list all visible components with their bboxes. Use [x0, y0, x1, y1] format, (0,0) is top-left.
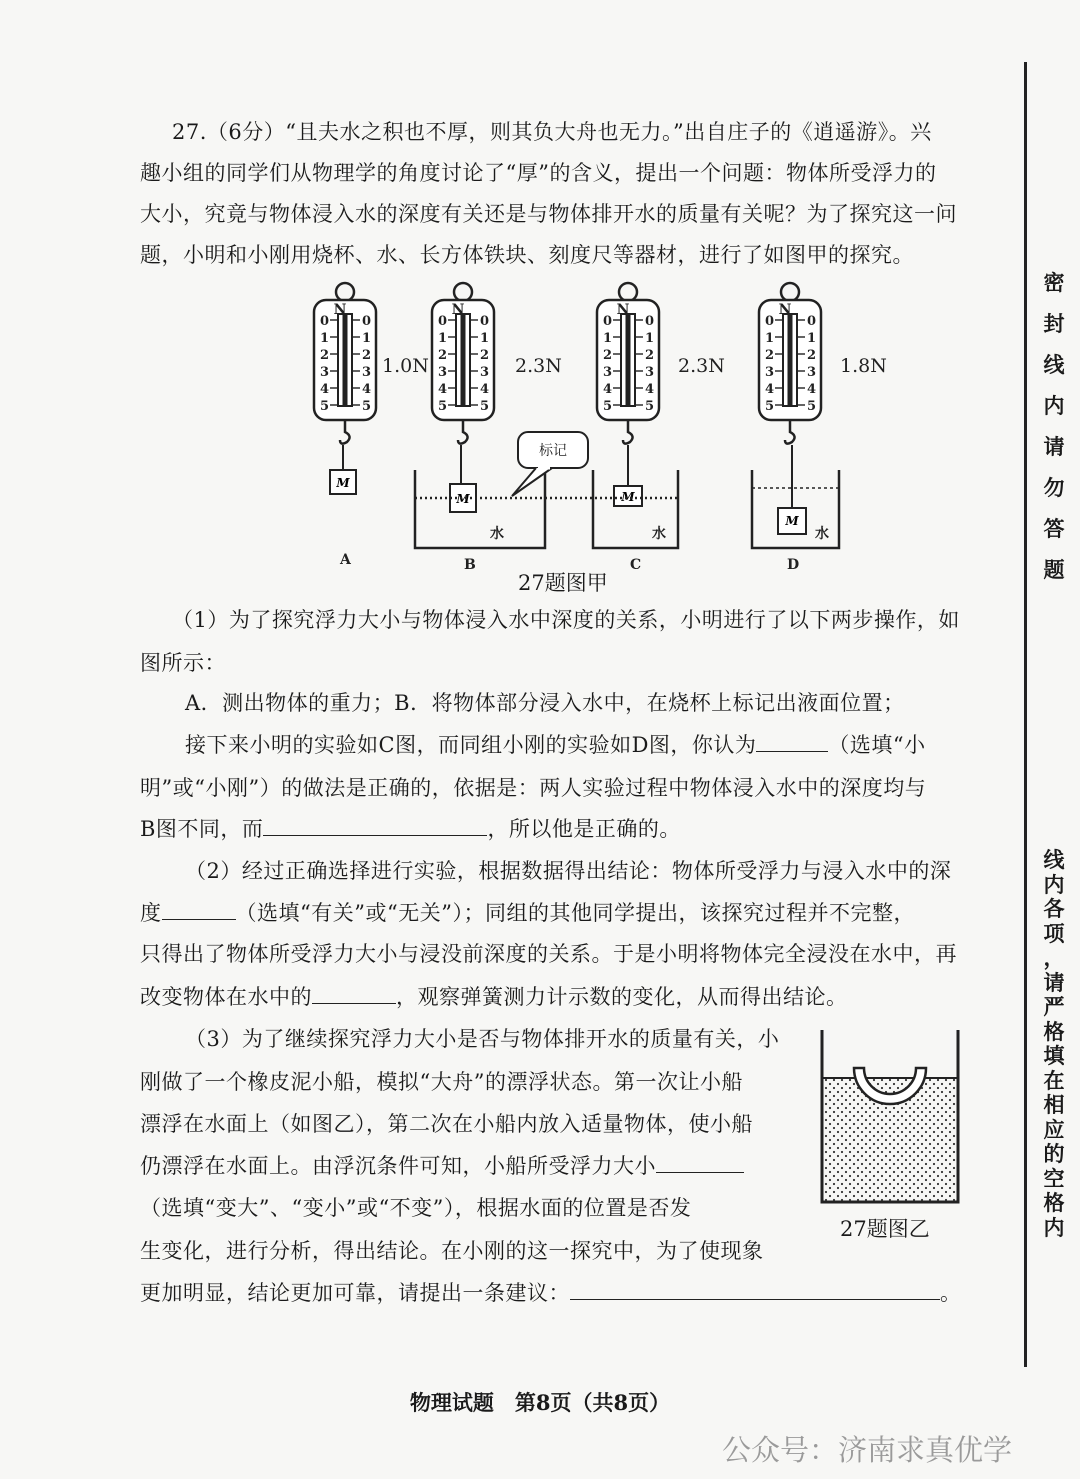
scale-a-num-r: 0	[362, 314, 372, 329]
part1-line-4b: （选填“小	[828, 733, 926, 757]
scale-b-num-r: 2	[480, 348, 490, 363]
scale-c-num: 2	[603, 348, 613, 363]
answer-blank-1[interactable]	[756, 733, 828, 752]
scale-d-num: 3	[765, 365, 775, 380]
reading-b: 2.3N	[515, 355, 562, 377]
scale-b-num: 4	[438, 382, 448, 397]
scale-a-num-r: 4	[362, 382, 372, 397]
scale-a-num: 5	[320, 399, 330, 414]
part2-line-4b: ，观察弹簧测力计示数的变化，从而得出结论。	[396, 985, 848, 1009]
side-char: 封	[1043, 311, 1065, 336]
scale-a-num-r: 1	[362, 331, 372, 346]
part1-line-6a: B图不同，而	[140, 817, 264, 841]
part3-line-4-text: 仍漂浮在水面上。由浮沉条件可知，小船所受浮力大小	[140, 1154, 656, 1178]
scale-b-num: 1	[438, 331, 448, 346]
side-char: 严	[1043, 994, 1065, 1019]
scale-b-num: 3	[438, 365, 448, 380]
reading-d: 1.8N	[840, 355, 887, 377]
scale-b-num: 5	[438, 399, 448, 414]
scale-d-num-r: 4	[807, 382, 817, 397]
scale-b-num: 0	[438, 314, 448, 329]
scale-c-num-r: 5	[645, 399, 655, 414]
side-char: 的	[1043, 1141, 1065, 1166]
scale-c-num-r: 3	[645, 365, 655, 380]
scale-c-top: N	[616, 302, 630, 318]
scale-b-num-r: 3	[480, 365, 490, 380]
answer-blank-5[interactable]	[656, 1154, 744, 1173]
scale-d-num-r: 2	[807, 348, 817, 363]
label-a: A	[340, 552, 351, 568]
scale-a-num: 0	[320, 314, 330, 329]
label-d: D	[787, 557, 800, 573]
scale-a-num: 1	[320, 331, 330, 346]
watermark: 公众号：济南求真优学	[722, 1433, 1013, 1467]
side-char: 格	[1043, 1018, 1065, 1044]
part3-line-5: （选填“变大”、“变小”或“不变”），根据水面的位置是否发	[140, 1196, 692, 1220]
figure-yi	[808, 1030, 968, 1210]
part1-line-2: 图所示：	[140, 651, 226, 675]
side-char: ，	[1043, 945, 1065, 970]
part1-line-5: 明”或“小刚”）的做法是正确的，依据是：两人实验过程中物体浸入水中的深度均与	[140, 776, 927, 800]
question-line-1: 27.（6分）“且夫水之积也不厚，则其负大舟也无力。”出自庄子的《逍遥游》。兴	[172, 120, 932, 144]
side-char: 格	[1043, 1190, 1065, 1215]
part3-line-1: （3）为了继续探究浮力大小是否与物体排开水的质量有关，小	[185, 1027, 780, 1051]
side-char: 项	[1043, 920, 1065, 946]
scale-d-num-r: 0	[807, 314, 817, 329]
scale-a-num: 2	[320, 348, 330, 363]
answer-blank-2[interactable]	[263, 817, 487, 836]
scale-b-num: 2	[438, 348, 448, 363]
side-char: 在	[1043, 1067, 1065, 1093]
figure-jia	[290, 280, 910, 590]
answer-blank-3[interactable]	[162, 901, 236, 920]
scale-c-num-r: 0	[645, 314, 655, 329]
scale-d-top: N	[778, 302, 792, 318]
part2-line-3: 只得出了物体所受浮力大小与浸没前深度的关系。于是小明将物体完全浸没在水中，再	[140, 942, 957, 966]
scale-b-num-r: 5	[480, 399, 490, 414]
scale-b-top: N	[451, 302, 465, 318]
side-char: 密	[1043, 270, 1065, 295]
part2-line-2b: （选填“有关”或“无关”）；同组的其他同学提出，该探究过程并不完整，	[235, 901, 915, 925]
block-d-label: M	[785, 514, 799, 528]
answer-blank-4[interactable]	[312, 985, 396, 1004]
block-c-label: M	[621, 490, 635, 504]
part1-line-1: （1）为了探究浮力大小与物体浸入水中深度的关系，小明进行了以下两步操作，如	[172, 608, 960, 632]
side-char: 答	[1043, 516, 1065, 541]
part3-line-3: 漂浮在水面上（如图乙），第二次在小船内放入适量物体，使小船	[140, 1112, 753, 1136]
scale-d-num: 5	[765, 399, 775, 414]
scale-b-num-r: 0	[480, 314, 490, 329]
part2-line-4a: 改变物体在水中的	[140, 985, 312, 1009]
part1-line-6	[140, 813, 681, 843]
scale-b-num-r: 4	[480, 382, 490, 397]
scale-d-num: 4	[765, 382, 775, 397]
reading-a: 1.0N	[382, 355, 429, 377]
figure-yi-caption: 27题图乙	[840, 1217, 930, 1241]
scale-d-num-r: 1	[807, 331, 817, 346]
part2-line-1: （2）经过正确选择进行实验，根据数据得出结论：物体所受浮力与浸入水中的深	[185, 859, 952, 883]
scale-a-num: 3	[320, 365, 330, 380]
water-label-c: 水	[652, 526, 666, 542]
part3-line-7-end: 。	[940, 1281, 962, 1305]
scale-c-num: 0	[603, 314, 613, 329]
part1-line-3: A．测出物体的重力；B．将物体部分浸入水中，在烧杯上标记出液面位置；	[185, 691, 905, 715]
side-char: 线	[1043, 352, 1065, 377]
side-char: 内	[1043, 1214, 1065, 1240]
scale-c-num-r: 4	[645, 382, 655, 397]
part3-line-7	[140, 1277, 962, 1307]
scale-d-num-r: 3	[807, 365, 817, 380]
question-line-3: 大小，究竟与物体浸入水的深度有关还是与物体排开水的质量有关呢？为了探究这一问	[140, 202, 957, 226]
binding-note-top	[1038, 262, 1070, 590]
scale-c-num: 3	[603, 365, 613, 380]
water-label-b: 水	[490, 526, 504, 542]
side-char: 空	[1043, 1165, 1065, 1191]
scale-d-num: 2	[765, 348, 775, 363]
part2-line-2	[140, 897, 915, 927]
water-label-d: 水	[815, 526, 829, 542]
question-line-4: 题，小明和小刚用烧杯、水、长方体铁块、刻度尺等器材，进行了如图甲的探究。	[140, 243, 914, 267]
side-char: 题	[1043, 557, 1065, 582]
scale-c-num-r: 2	[645, 348, 655, 363]
scale-a-num-r: 2	[362, 348, 372, 363]
page-footer: 物理试题 第8页（共8页）	[409, 1390, 671, 1415]
part1-line-4	[185, 729, 926, 759]
side-char: 内	[1043, 871, 1065, 897]
scale-d-num: 1	[765, 331, 775, 346]
part1-line-4a: 接下来小明的实验如C图，而同组小刚的实验如D图，你认为	[185, 733, 757, 757]
part3-line-6: 生变化，进行分析，得出结论。在小刚的这一探究中，为了使现象	[140, 1239, 764, 1263]
scale-c-num: 1	[603, 331, 613, 346]
scale-a-top: N	[333, 302, 347, 318]
side-char: 线	[1043, 847, 1065, 872]
scale-c-num: 5	[603, 399, 613, 414]
part2-line-2a: 度	[140, 901, 162, 925]
reading-c: 2.3N	[678, 355, 725, 377]
part3-line-4	[140, 1150, 744, 1180]
side-char: 内	[1043, 393, 1065, 418]
part1-line-6b: ，所以他是正确的。	[487, 817, 681, 841]
side-char: 相	[1043, 1092, 1065, 1117]
scale-b-num-r: 1	[480, 331, 490, 346]
scale-a-num-r: 3	[362, 365, 372, 380]
side-char: 勿	[1043, 475, 1065, 500]
side-char: 填	[1043, 1043, 1065, 1068]
scale-d-num-r: 5	[807, 399, 817, 414]
part3-line-2: 刚做了一个橡皮泥小船，模拟“大舟”的漂浮状态。第一次让小船	[140, 1070, 743, 1094]
side-char: 应	[1043, 1116, 1065, 1142]
side-char: 请	[1043, 434, 1065, 459]
question-line-2: 趣小组的同学们从物理学的角度讨论了“厚”的含义，提出一个问题：物体所受浮力的	[140, 161, 937, 185]
label-b: B	[464, 557, 476, 573]
label-c: C	[630, 557, 642, 573]
answer-blank-6[interactable]	[570, 1281, 940, 1300]
side-char: 请	[1043, 969, 1065, 995]
scale-a-num: 4	[320, 382, 330, 397]
scale-c-num-r: 1	[645, 331, 655, 346]
scale-d-num: 0	[765, 314, 775, 329]
block-a-label: M	[336, 476, 350, 490]
part3-line-7-text: 更加明显，结论更加可靠，请提出一条建议：	[140, 1281, 570, 1305]
mark-callout-label: 标记	[539, 443, 567, 459]
binding-line	[1024, 62, 1027, 1367]
scale-a-num-r: 5	[362, 399, 372, 414]
scale-c-num: 4	[603, 382, 613, 397]
part2-line-4	[140, 981, 848, 1011]
figure-jia-caption: 27题图甲	[518, 571, 608, 595]
binding-note-bottom	[1038, 848, 1070, 1240]
block-b-label: M	[456, 492, 470, 506]
side-char: 各	[1043, 896, 1065, 921]
